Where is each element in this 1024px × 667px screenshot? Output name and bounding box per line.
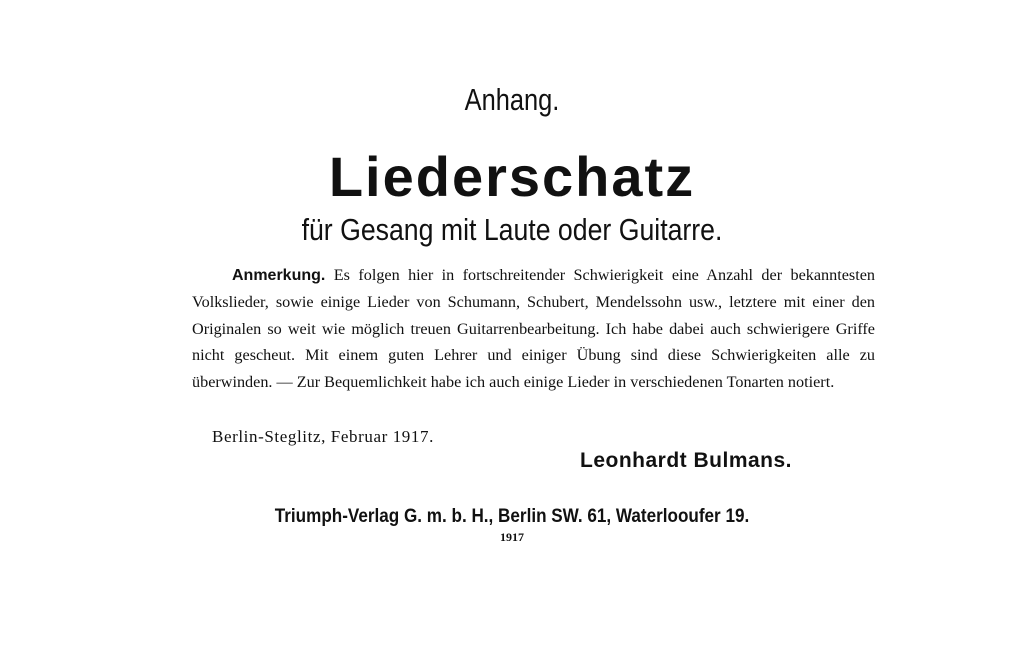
author-signature: Leonhardt Bulmans. <box>580 449 793 472</box>
publication-year: 1917 <box>500 530 524 544</box>
page-title: Liederschatz <box>328 145 696 208</box>
page-subtitle: für Gesang mit Laute oder Guitarre. <box>301 212 723 247</box>
dateline: Berlin-Steglitz, Februar 1917. <box>212 427 434 446</box>
publisher-line: Triumph-Verlag G. m. b. H., Berlin SW. 61, Waterlooufer 19. <box>274 506 750 527</box>
note-label: Anmerkung. <box>232 267 326 284</box>
note-paragraph <box>192 262 875 395</box>
appendix-heading: Anhang. <box>464 82 560 117</box>
note-text: Es folgen hier in fortschreitender Schwierigkeit eine Anzahl der bekanntesten Volkslieder, sowie einige Lieder von Schumann, Schubert, Mendelssohn usw., letztere mit einer den Originalen so weit wie möglich treuen Guitarrenbearbeitung. Ich habe dabei auch schwierigere Griffe nicht gescheut. Mit einem guten Lehrer und einiger Übung sind diese Schwierigkeiten alle zu überwinden. — Zur Bequemlichkeit habe ich auch einige Lieder in verschiedenen Tonarten notiert. <box>192 266 875 391</box>
